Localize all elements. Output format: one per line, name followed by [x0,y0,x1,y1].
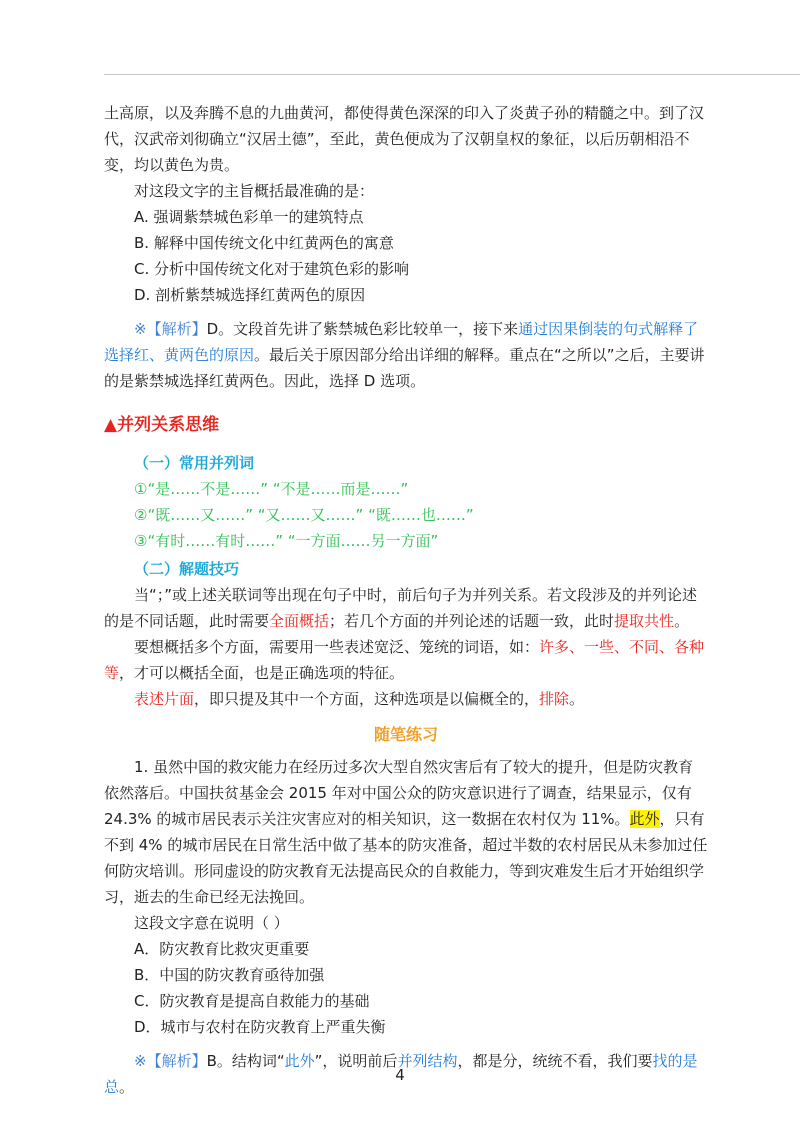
practice-analysis-keyword-3: 找的是总 [104,1052,698,1096]
tip3-keyword-2: 排除 [539,690,570,708]
analysis-paragraph [104,316,708,394]
tip1-text-a: 当“；”或上述关联词等出现在句子中时，前后句子为并列关系。若文段涉及的并列论述的是不同话题，此时需要 [104,586,698,630]
tip2-text-b: ，才可以概括全面，也是正确选项的特征。 [119,664,405,682]
option-a: A. 强调紫禁城色彩单一的建筑特点 [134,208,364,226]
practice-title: 随笔练习 [373,725,438,744]
practice-option-a: A．防灾教育比救灾更重要 [134,940,310,958]
option-d: D. 剖析紫禁城选择红黄两色的原因 [134,286,366,304]
section-title: ▲并列关系思维 [104,415,220,435]
passage-text-a: 1. 虽然中国的救灾能力在经历过多次大型自然灾害后有了较大的提升，但是防灾教育依然落后。中国扶贫基金会 2015 年对中国公众的防灾意识进行了调查，结果显示，仅有 24.3% 的城市居民表示关注灾害应对的相关知识，这一数据在农村仅为 11%。 [104,758,694,828]
tip1-text-b: ；若几个方面的并列论述的话题一致，此时 [329,612,615,630]
technique-paragraph-1 [104,582,708,634]
tip3-text-b: 。 [569,690,585,708]
tip1-keyword-2: 提取共性 [614,612,675,630]
practice-analysis-keyword-2: 并列结构 [397,1052,458,1070]
question-stem: 对这段文字的主旨概括最准确的是： [134,182,375,200]
practice-analysis-text-d: 。 [119,1078,135,1096]
passage-text-b: ，只有不到 4% 的城市居民在日常生活中做了基本的防灾准备，超过半数的农村居民从未参加过任何防灾培训。形同虚设的防灾教育无法提高民众的自救能力，等到灾难发生后才开始组织学习，逝去的生命已经无法挽回。 [104,810,708,906]
header-rule [104,74,800,75]
practice-option-c: C．防灾教育是提高自救能力的基础 [134,992,370,1010]
practice-analysis-text-a: B。结构词“ [206,1052,285,1070]
passage-highlight: 此外 [629,810,660,828]
analysis-text-1: D。文段首先讲了紫禁城色彩比较单一，接下来 [206,320,519,338]
practice-option-d: D．城市与农村在防灾教育上严重失衡 [134,1018,386,1036]
tip2-keyword: 许多、一些、不同、各种等 [104,638,705,682]
practice-analysis-text-c: ，都是分，统统不看，我们要 [457,1052,653,1070]
analysis-tag: ※【解析】 [134,320,207,338]
tip1-text-c: 。 [674,612,690,630]
intro-paragraph: 土高原，以及奔腾不息的九曲黄河，都使得黄色深深的印入了炎黄子孙的精髓之中。到了汉代，汉武帝刘彻确立“汉居土德”，至此，黄色便成为了汉朝皇权的象征，以后历朝相沿不变，均以黄色为贵。 [104,104,705,174]
conjunction-line-1: ①“是……不是……” “不是……而是……” [134,480,409,498]
tip1-keyword-1: 全面概括 [269,612,330,630]
analysis-highlight: 通过因果倒装的句式解释了选择红、黄两色的原因 [104,320,699,364]
technique-paragraph-2 [104,634,708,686]
page-number: 4 [395,1066,405,1084]
practice-analysis-text-b: ”，说明前后 [314,1052,398,1070]
practice-analysis-keyword-1: 此外 [284,1052,315,1070]
practice-option-b: B．中国的防灾教育亟待加强 [134,966,325,984]
practice-passage [104,754,708,910]
option-c: C. 分析中国传统文化对于建筑色彩的影响 [134,260,410,278]
tip2-text-a: 要想概括多个方面，需要用一些表述宽泛、笼统的词语，如： [134,638,540,656]
tip3-keyword-1: 表述片面 [134,690,195,708]
practice-analysis-tag: ※【解析】 [134,1052,207,1070]
page-content [104,100,708,1100]
analysis-text-2: 。最后关于原因部分给出详细的解释。重点在“之所以”之后，主要讲的是紫禁城选择红黄两色。因此，选择 D 选项。 [104,346,705,390]
subsection-conjunctions: （一）常用并列词 [134,454,255,472]
practice-stem: 这段文字意在说明（ ） [134,914,289,932]
conjunction-line-3: ③“有时……有时……” “一方面……另一方面” [134,532,439,550]
technique-paragraph-3 [104,686,708,712]
subsection-techniques: （二）解题技巧 [134,560,240,578]
conjunction-line-2: ②“既……又……” “又……又……” “既……也……” [134,506,474,524]
option-b: B. 解释中国传统文化中红黄两色的寓意 [134,234,394,252]
tip3-text-a: ，即只提及其中一个方面，这种选项是以偏概全的， [194,690,540,708]
